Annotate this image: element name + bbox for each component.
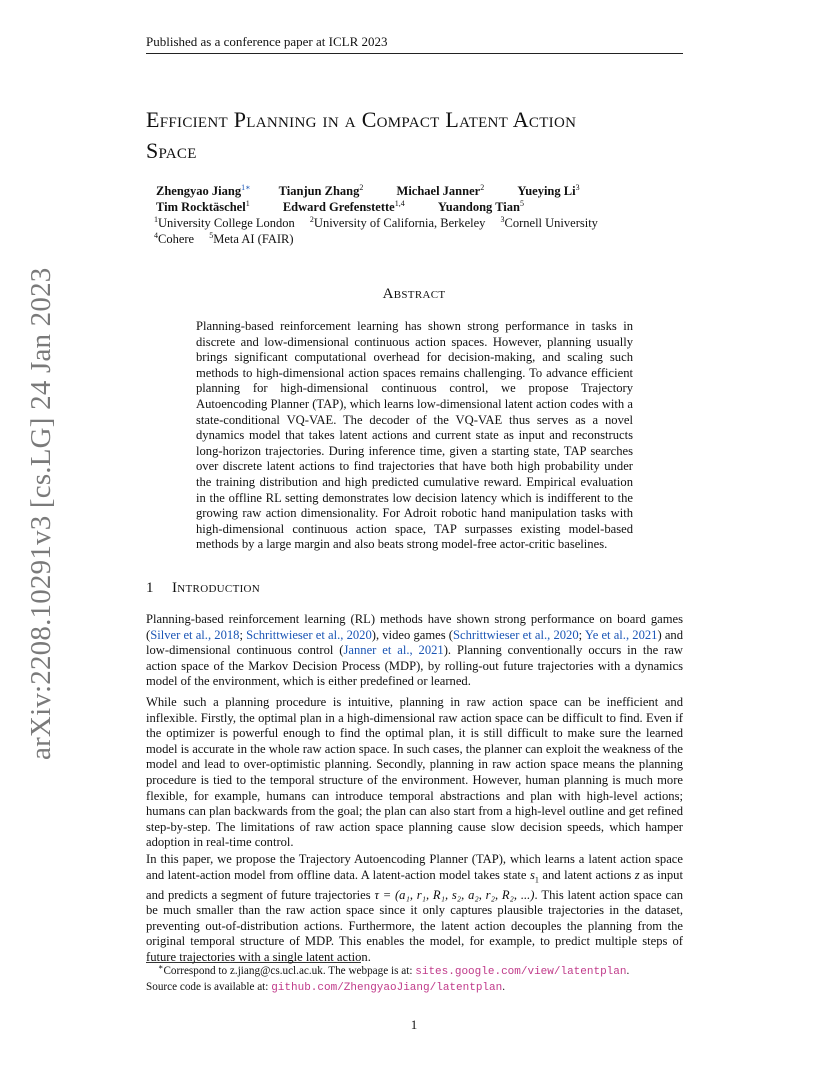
- citation-link[interactable]: Silver et al., 2018: [150, 627, 240, 642]
- author-name: Edward Grefenstette: [282, 200, 395, 214]
- citation-link[interactable]: Schrittwieser et al., 2020: [453, 627, 579, 642]
- title-line-2: Space: [146, 138, 197, 163]
- affil-sup: 2: [309, 214, 314, 224]
- text: .: [626, 965, 630, 977]
- text: Correspond to z.jiang@cs.ucl.ac.uk. The webpage is at:: [163, 965, 416, 977]
- author-sup: 1,4: [394, 198, 405, 208]
- section-title: Introduction: [172, 580, 261, 596]
- author-name: Tianjun Zhang: [278, 184, 360, 198]
- source-code-link[interactable]: github.com/ZhengyaoJiang/latentplan: [271, 982, 503, 994]
- author-name: Yuandong Tian: [437, 200, 520, 214]
- math-expression: τ = (a₁, r₁, R₁, s₂, a₂, r₂, R₂, ...): [374, 887, 535, 902]
- webpage-link[interactable]: sites.google.com/view/latentplan: [415, 966, 627, 978]
- section-number: 1: [146, 580, 154, 596]
- intro-paragraph-2: While such a planning procedure is intuitive, planning in raw action space can be inefficient and inflexible. Firstly, the optimal plan in a high-dimensional raw action space can be difficult to find. Even if the optimizer is powerful enough to find the optimal plan, it is still difficult to make sure the learned model is accurate in the whole raw action space. In such cases, the planner can exploit the weakness of the model and lead to over-optimistic planning. Secondly, planning in raw action space means the planning procedure is tied to the temporal structure of the environment. However, human planning is much more flexible, for example, humans can introduce temporal abstractions and plan with high-level actions; humans can plan backwards from the goal; the plan can also start from a high-level outline and get refined step-by-step. The limitations of raw action space planning cause slow decision speeds, which hamper adoption in real-time control.: [146, 695, 683, 850]
- title-line-1: Efficient Planning in a Compact Latent Action: [146, 107, 577, 132]
- running-header: Published as a conference paper at ICLR 2023: [146, 34, 388, 49]
- intro-paragraph-3: [146, 852, 683, 966]
- affiliation: University of California, Berkeley: [313, 216, 486, 230]
- footnote-line-2: [146, 980, 706, 996]
- author-sup: 1∗: [241, 182, 251, 192]
- author-sup: 1: [245, 198, 250, 208]
- text: Source code is available at:: [146, 981, 272, 993]
- affiliation-row-2: [154, 231, 696, 247]
- affil-sup: 4: [154, 230, 158, 240]
- text: ). Planning conventionally occurs in the raw action space of the Markov Decision Process (MDP), by rolling-out future trajectories with a dynamics model of the environment, which is either predefined or learned.: [146, 643, 683, 689]
- citation-link[interactable]: Schrittwieser et al., 2020: [246, 627, 372, 642]
- page-number: 1: [410, 1017, 418, 1032]
- abstract-body: Planning-based reinforcement learning has shown strong performance in tasks in discrete and low-dimensional continuous action spaces. However, planning usually brings significant computational overhead for decision-making, and scaling such methods to high-dimensional action spaces remains challenging. To advance efficient planning for high-dimensional continuous control, we propose Trajectory Autoencoding Planner (TAP), which learns low-dimensional latent action codes with a state-conditional VQ-VAE. The decoder of the VQ-VAE thus serves as a novel dynamics model that takes latent actions and current state as input and reconstructs long-horizon trajectories. During inference time, given a starting state, TAP searches over discrete latent actions to find trajectories that have both high probability under the training distribution and high predicted cumulative reward. Empirical evaluation in the offline RL setting demonstrates low decision latency which is indifferent to the growing raw action dimensionality. For Adroit robotic hand manipulation tasks with high-dimensional continuous action space, TAP surpasses existing model-based methods by a large margin and also beats strong model-free actor-critic baselines.: [196, 319, 633, 552]
- author-row-1: [156, 183, 696, 199]
- intro-paragraph-1: [146, 612, 683, 690]
- affiliation-row-1: [154, 215, 696, 231]
- math-var: z: [634, 867, 640, 882]
- text: and latent actions: [538, 867, 635, 882]
- citation-link[interactable]: Janner et al., 2021: [343, 643, 444, 658]
- author-sup: 5: [519, 198, 524, 208]
- abstract-heading: Abstract: [382, 286, 446, 302]
- text: as input and predicts a segment of future trajectories: [146, 867, 683, 902]
- author-sup: 2: [480, 182, 485, 192]
- affiliation: Cohere: [158, 232, 195, 246]
- math-var: s: [530, 867, 535, 882]
- citation-link[interactable]: Ye et al., 2021: [584, 627, 658, 642]
- text: . This latent action space can be much smaller than the raw action space since it only captures plausible trajectories in the dataset, preventing out-of-distribution actions. Furthermore, the latent action decouples the planning from the original temporal structure of MDP. This enables the model, for example, to predict multiple steps of future trajectories with a single latent action.: [146, 887, 684, 965]
- footnote: [146, 964, 706, 996]
- author-name: Tim Rocktäschel: [156, 200, 246, 214]
- arxiv-stamp: arXiv:2208.10291v3 [cs.LG] 24 Jan 2023: [25, 267, 57, 760]
- text: In this paper, we propose the Trajectory Autoencoding Planner (TAP), which learns a latent action space and latent-action model from offline data. A latent-action model takes state: [146, 852, 683, 882]
- author-row-2: [156, 199, 696, 215]
- affil-sup: 1: [154, 214, 158, 224]
- text: ;: [578, 627, 585, 642]
- section-heading: [146, 580, 260, 597]
- text: ;: [239, 627, 247, 642]
- header-rule: [146, 53, 683, 54]
- footnote-line-1: [146, 964, 706, 980]
- text: Planning-based reinforcement learning (RL) methods have shown strong performance on board games (: [146, 612, 683, 642]
- affiliation: Meta AI (FAIR): [213, 232, 294, 246]
- paper-title: [146, 104, 706, 166]
- author-sup: 2: [359, 182, 364, 192]
- affiliation: Cornell University: [504, 216, 598, 230]
- footnote-rule: [146, 962, 361, 963]
- author-name: Michael Janner: [396, 184, 481, 198]
- text: .: [502, 981, 506, 993]
- affil-sup: 5: [209, 230, 214, 240]
- author-block: [156, 183, 696, 247]
- author-name: Yueying Li: [517, 184, 576, 198]
- affiliation: University College London: [158, 216, 295, 230]
- author-sup: 3: [575, 182, 580, 192]
- affil-sup: 3: [500, 214, 505, 224]
- text: ), video games (: [371, 627, 453, 642]
- math-sub: 1: [534, 875, 539, 885]
- footnote-mark: ∗: [158, 962, 164, 972]
- author-name: Zhengyao Jiang: [156, 184, 242, 198]
- text: ) and low-dimensional continuous control (: [146, 627, 684, 658]
